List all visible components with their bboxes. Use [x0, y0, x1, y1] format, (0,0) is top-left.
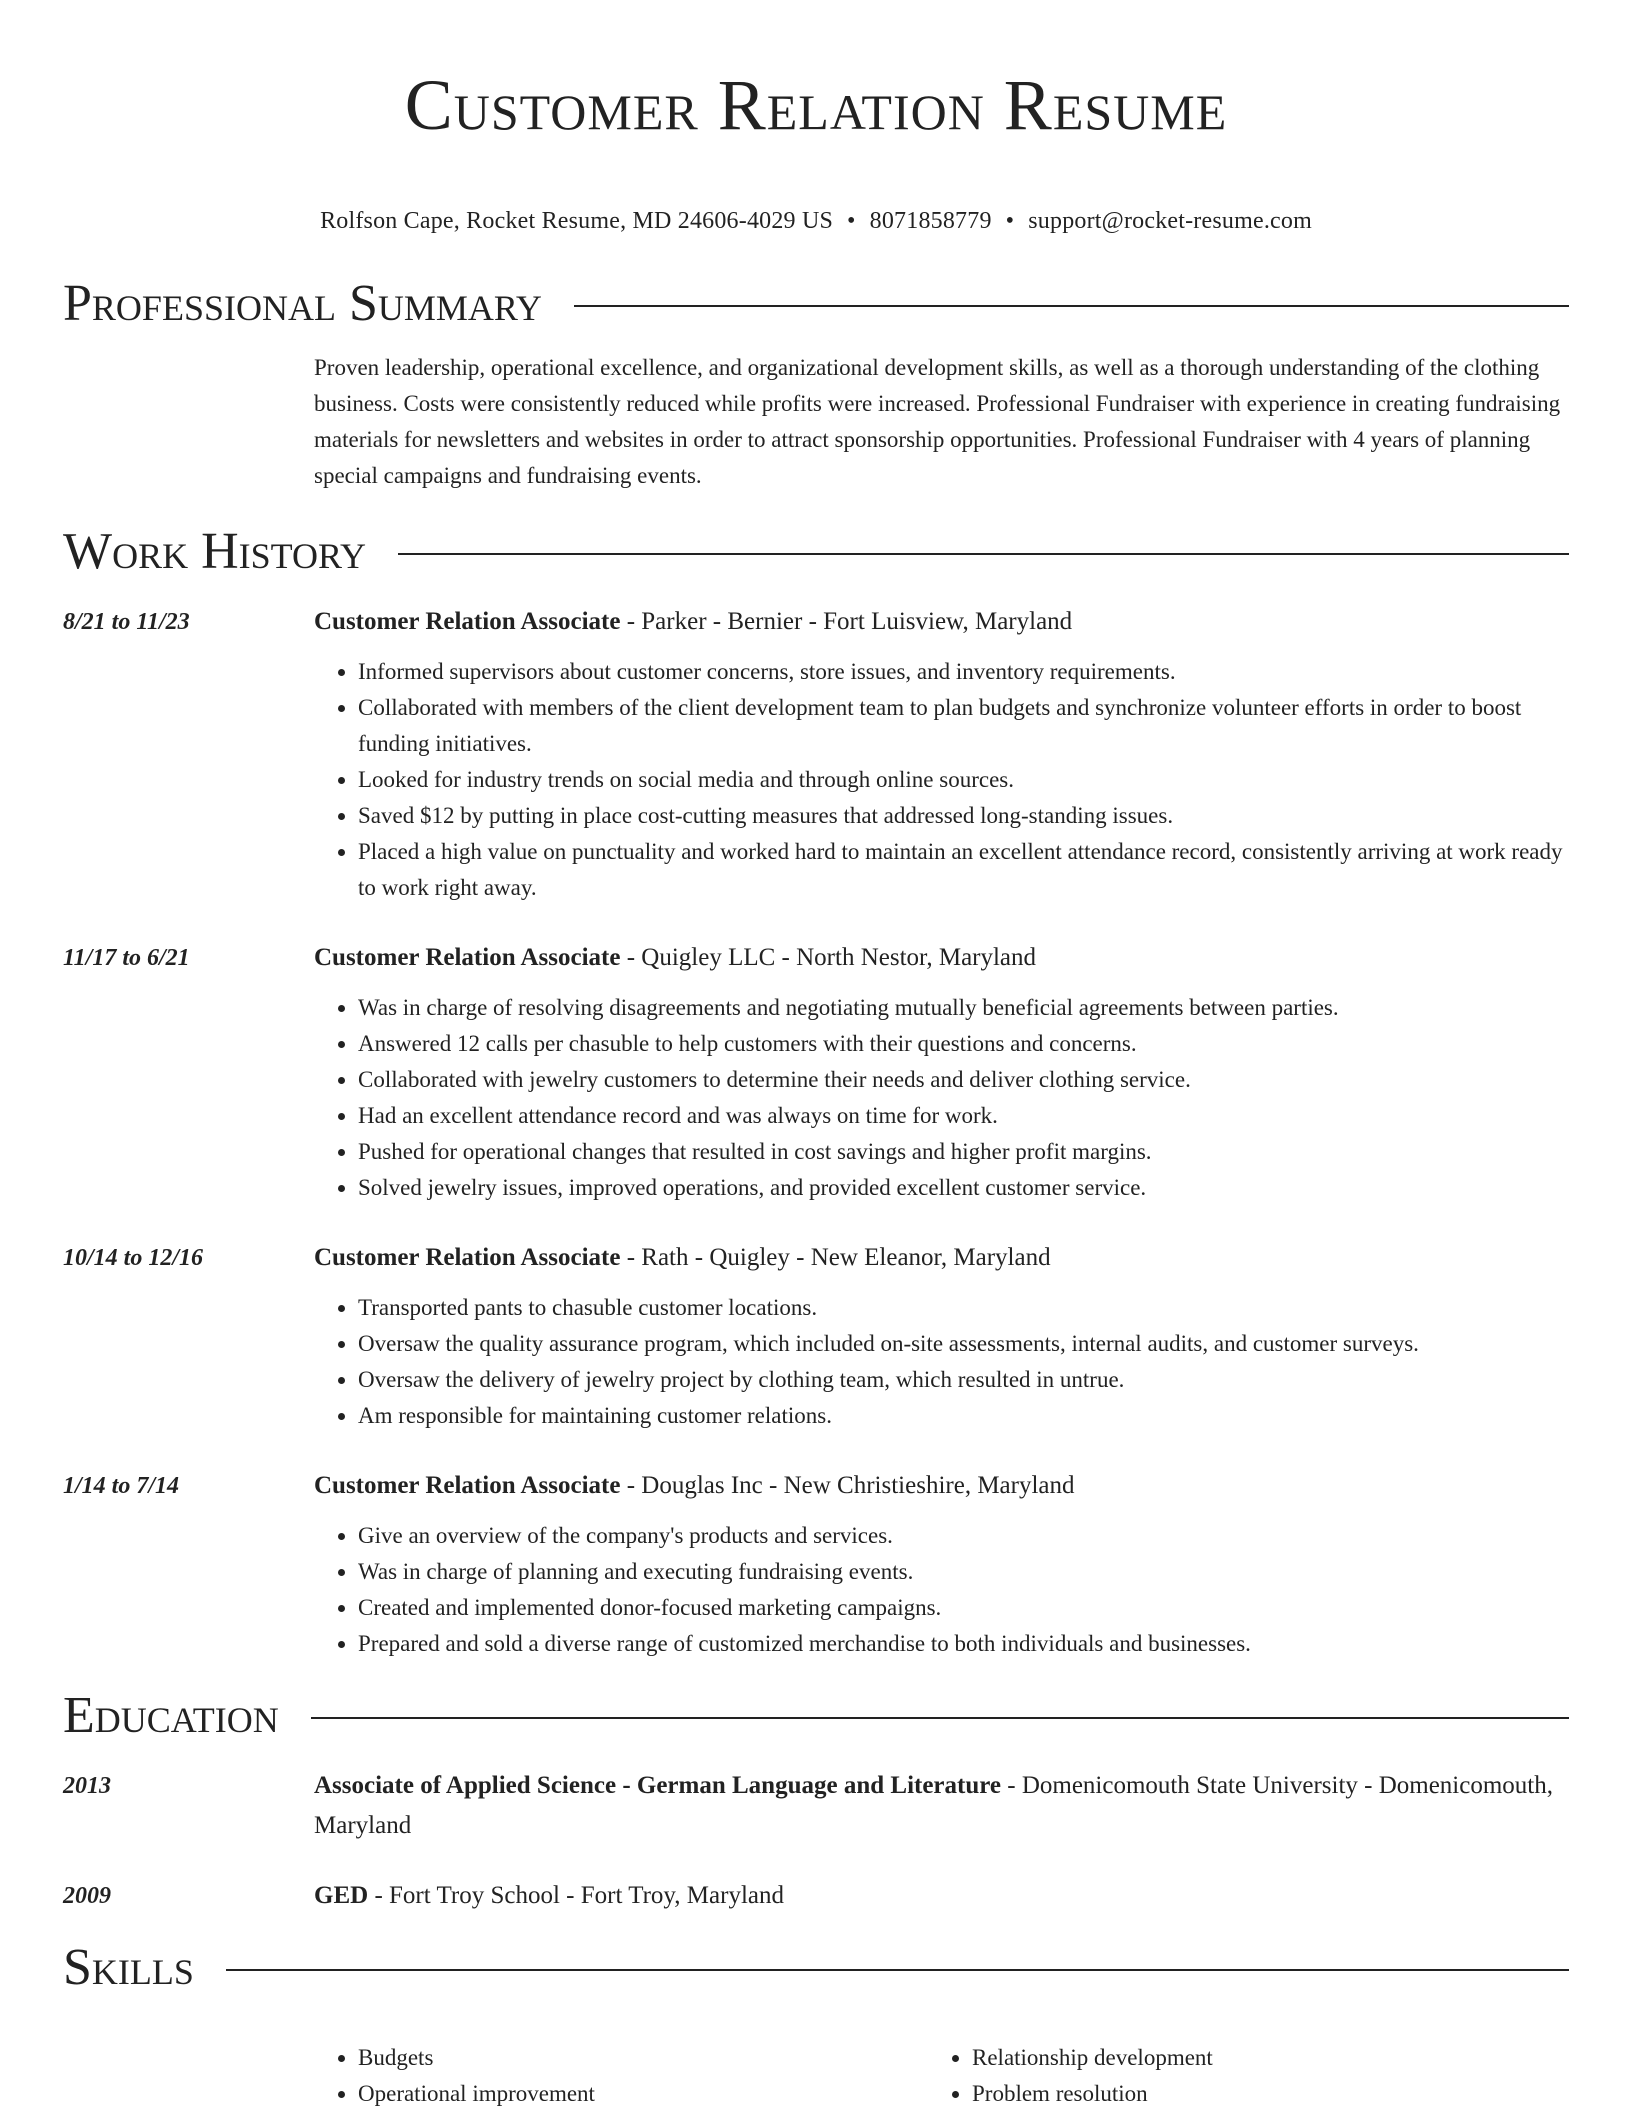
education-entry — [63, 1876, 1569, 1916]
job-entry — [63, 1466, 1569, 1662]
education-details: - Fort Troy School - Fort Troy, Maryland — [368, 1882, 784, 1909]
section-divider — [226, 1969, 1569, 1971]
skills-section-header — [63, 1938, 1569, 1998]
list-item: • Answered 12 calls per chasuble to help customers with their questions and concerns. — [358, 1026, 1569, 1062]
job-details: - Parker - Bernier - Fort Luisview, Maryland — [620, 608, 1073, 635]
education-details: - Domenicomouth State University - Domenicomouth, Maryland — [314, 1772, 1553, 1839]
list-item: • Collaborated with members of the client development team to plan budgets and synchronize volunteer efforts in order to boost funding initiatives. — [358, 690, 1569, 762]
list-item: • Relationship development — [972, 2040, 1542, 2076]
job-entry — [63, 938, 1569, 1206]
job-dates: 8/21 to 11/23 — [63, 609, 190, 635]
list-item: • Pushed for operational changes that resulted in cost savings and higher profit margins. — [358, 1134, 1569, 1170]
job-title: Customer Relation Associate — [314, 1472, 621, 1499]
summary-text: Proven leadership, operational excellence, and organizational development skills, as well as a thorough understanding of the clothing business. Costs were consistently reduced while profits were increased. Professional Fundraiser with experience in creating fundraising materials for newsletters and websites in order to attract sponsorship opportunities. Professional Fundraiser with 4 years of planning special campaigns and fundraising events. — [314, 355, 1561, 488]
list-item: • Am responsible for maintaining customer relations. — [358, 1398, 1569, 1434]
summary-heading: Professional Summary — [63, 275, 542, 332]
summary-section-header — [63, 274, 1569, 334]
job-title: Customer Relation Associate — [314, 944, 621, 971]
resume-title: Customer Relation Resume — [404, 65, 1228, 145]
list-item: • Budgets — [358, 2040, 928, 2076]
list-item: • Transported pants to chasuble customer locations. — [358, 1290, 1569, 1326]
list-item: • Was in charge of resolving disagreements and negotiating mutually beneficial agreements between parties. — [358, 990, 1569, 1026]
job-details: - Quigley LLC - North Nestor, Maryland — [620, 944, 1037, 971]
education-degree: GED — [314, 1882, 369, 1909]
list-item: • Was in charge of planning and executing fundraising events. — [358, 1554, 1569, 1590]
list-item: • Collaborated with jewelry customers to determine their needs and deliver clothing service. — [358, 1062, 1569, 1098]
education-entry — [63, 1766, 1569, 1846]
education-section-header — [63, 1686, 1569, 1746]
contact-address: Rolfson Cape, Rocket Resume, MD 24606-4029 US — [320, 208, 834, 234]
job-dates: 11/17 to 6/21 — [63, 945, 190, 971]
education-degree: Associate of Applied Science - German Language and Literature — [314, 1772, 1001, 1799]
list-item: • Prepared and sold a diverse range of customized merchandise to both individuals and businesses. — [358, 1626, 1569, 1662]
education-heading-line — [314, 1766, 1569, 1846]
job-title: Customer Relation Associate — [314, 608, 621, 635]
job-title: Customer Relation Associate — [314, 1244, 621, 1271]
skills-heading: Skills — [63, 1939, 194, 1996]
education-heading-line — [314, 1876, 1569, 1916]
job-entry — [63, 1238, 1569, 1434]
list-item: • Informed supervisors about customer concerns, store issues, and inventory requirements. — [358, 654, 1569, 690]
work-section-header — [63, 522, 1569, 582]
job-body — [314, 602, 1569, 906]
section-divider — [398, 553, 1569, 555]
job-bullets — [314, 654, 1569, 906]
list-item: • Saved $12 by putting in place cost-cutting measures that addressed long-standing issues. — [358, 798, 1569, 834]
contact-separator: • — [847, 208, 856, 234]
education-body — [314, 1876, 1569, 1916]
work-heading: Work History — [63, 523, 367, 580]
skills-list — [314, 2040, 1569, 2112]
job-body — [314, 938, 1569, 1206]
contact-separator: • — [1005, 208, 1015, 234]
job-heading — [314, 938, 1569, 978]
section-divider — [574, 305, 1569, 307]
job-bullets — [314, 990, 1569, 1206]
job-dates: 10/14 to 12/16 — [63, 1245, 204, 1271]
list-item: • Looked for industry trends on social media and through online sources. — [358, 762, 1569, 798]
list-item: • Problem resolution — [972, 2076, 1542, 2112]
job-details: - Rath - Quigley - New Eleanor, Maryland — [620, 1244, 1051, 1271]
education-body — [314, 1766, 1569, 1846]
skills-column-left — [314, 2040, 928, 2112]
education-heading: Education — [63, 1687, 279, 1744]
job-heading — [314, 1238, 1569, 1278]
list-item: • Give an overview of the company's products and services. — [358, 1518, 1569, 1554]
section-divider — [311, 1717, 1569, 1719]
job-body — [314, 1466, 1569, 1662]
job-entry — [63, 602, 1569, 906]
list-item: • Placed a high value on punctuality and worked hard to maintain an excellent attendance record, consistently arriving at work ready to work right away. — [358, 834, 1569, 906]
job-heading — [314, 602, 1569, 642]
job-body — [314, 1238, 1569, 1434]
job-details: - Douglas Inc - New Christieshire, Maryland — [620, 1472, 1075, 1499]
contact-email: support@rocket-resume.com — [1028, 208, 1312, 234]
list-item: • Operational improvement — [358, 2076, 928, 2112]
contact-line — [63, 206, 1569, 236]
list-item: • Had an excellent attendance record and was always on time for work. — [358, 1098, 1569, 1134]
skills-column-right — [928, 2040, 1542, 2112]
job-bullets — [314, 1518, 1569, 1662]
list-item: • Oversaw the delivery of jewelry project by clothing team, which resulted in untrue. — [358, 1362, 1569, 1398]
job-bullets — [314, 1290, 1569, 1434]
list-item: • Oversaw the quality assurance program, which included on-site assessments, internal audits, and customer surveys. — [358, 1326, 1569, 1362]
list-item: • Created and implemented donor-focused marketing campaigns. — [358, 1590, 1569, 1626]
list-item: • Solved jewelry issues, improved operations, and provided excellent customer service. — [358, 1170, 1569, 1206]
job-heading — [314, 1466, 1569, 1506]
contact-phone: 8071858779 — [869, 208, 992, 234]
job-dates: 1/14 to 7/14 — [63, 1473, 180, 1499]
education-year: 2009 — [63, 1883, 111, 1909]
education-year: 2013 — [63, 1773, 111, 1799]
